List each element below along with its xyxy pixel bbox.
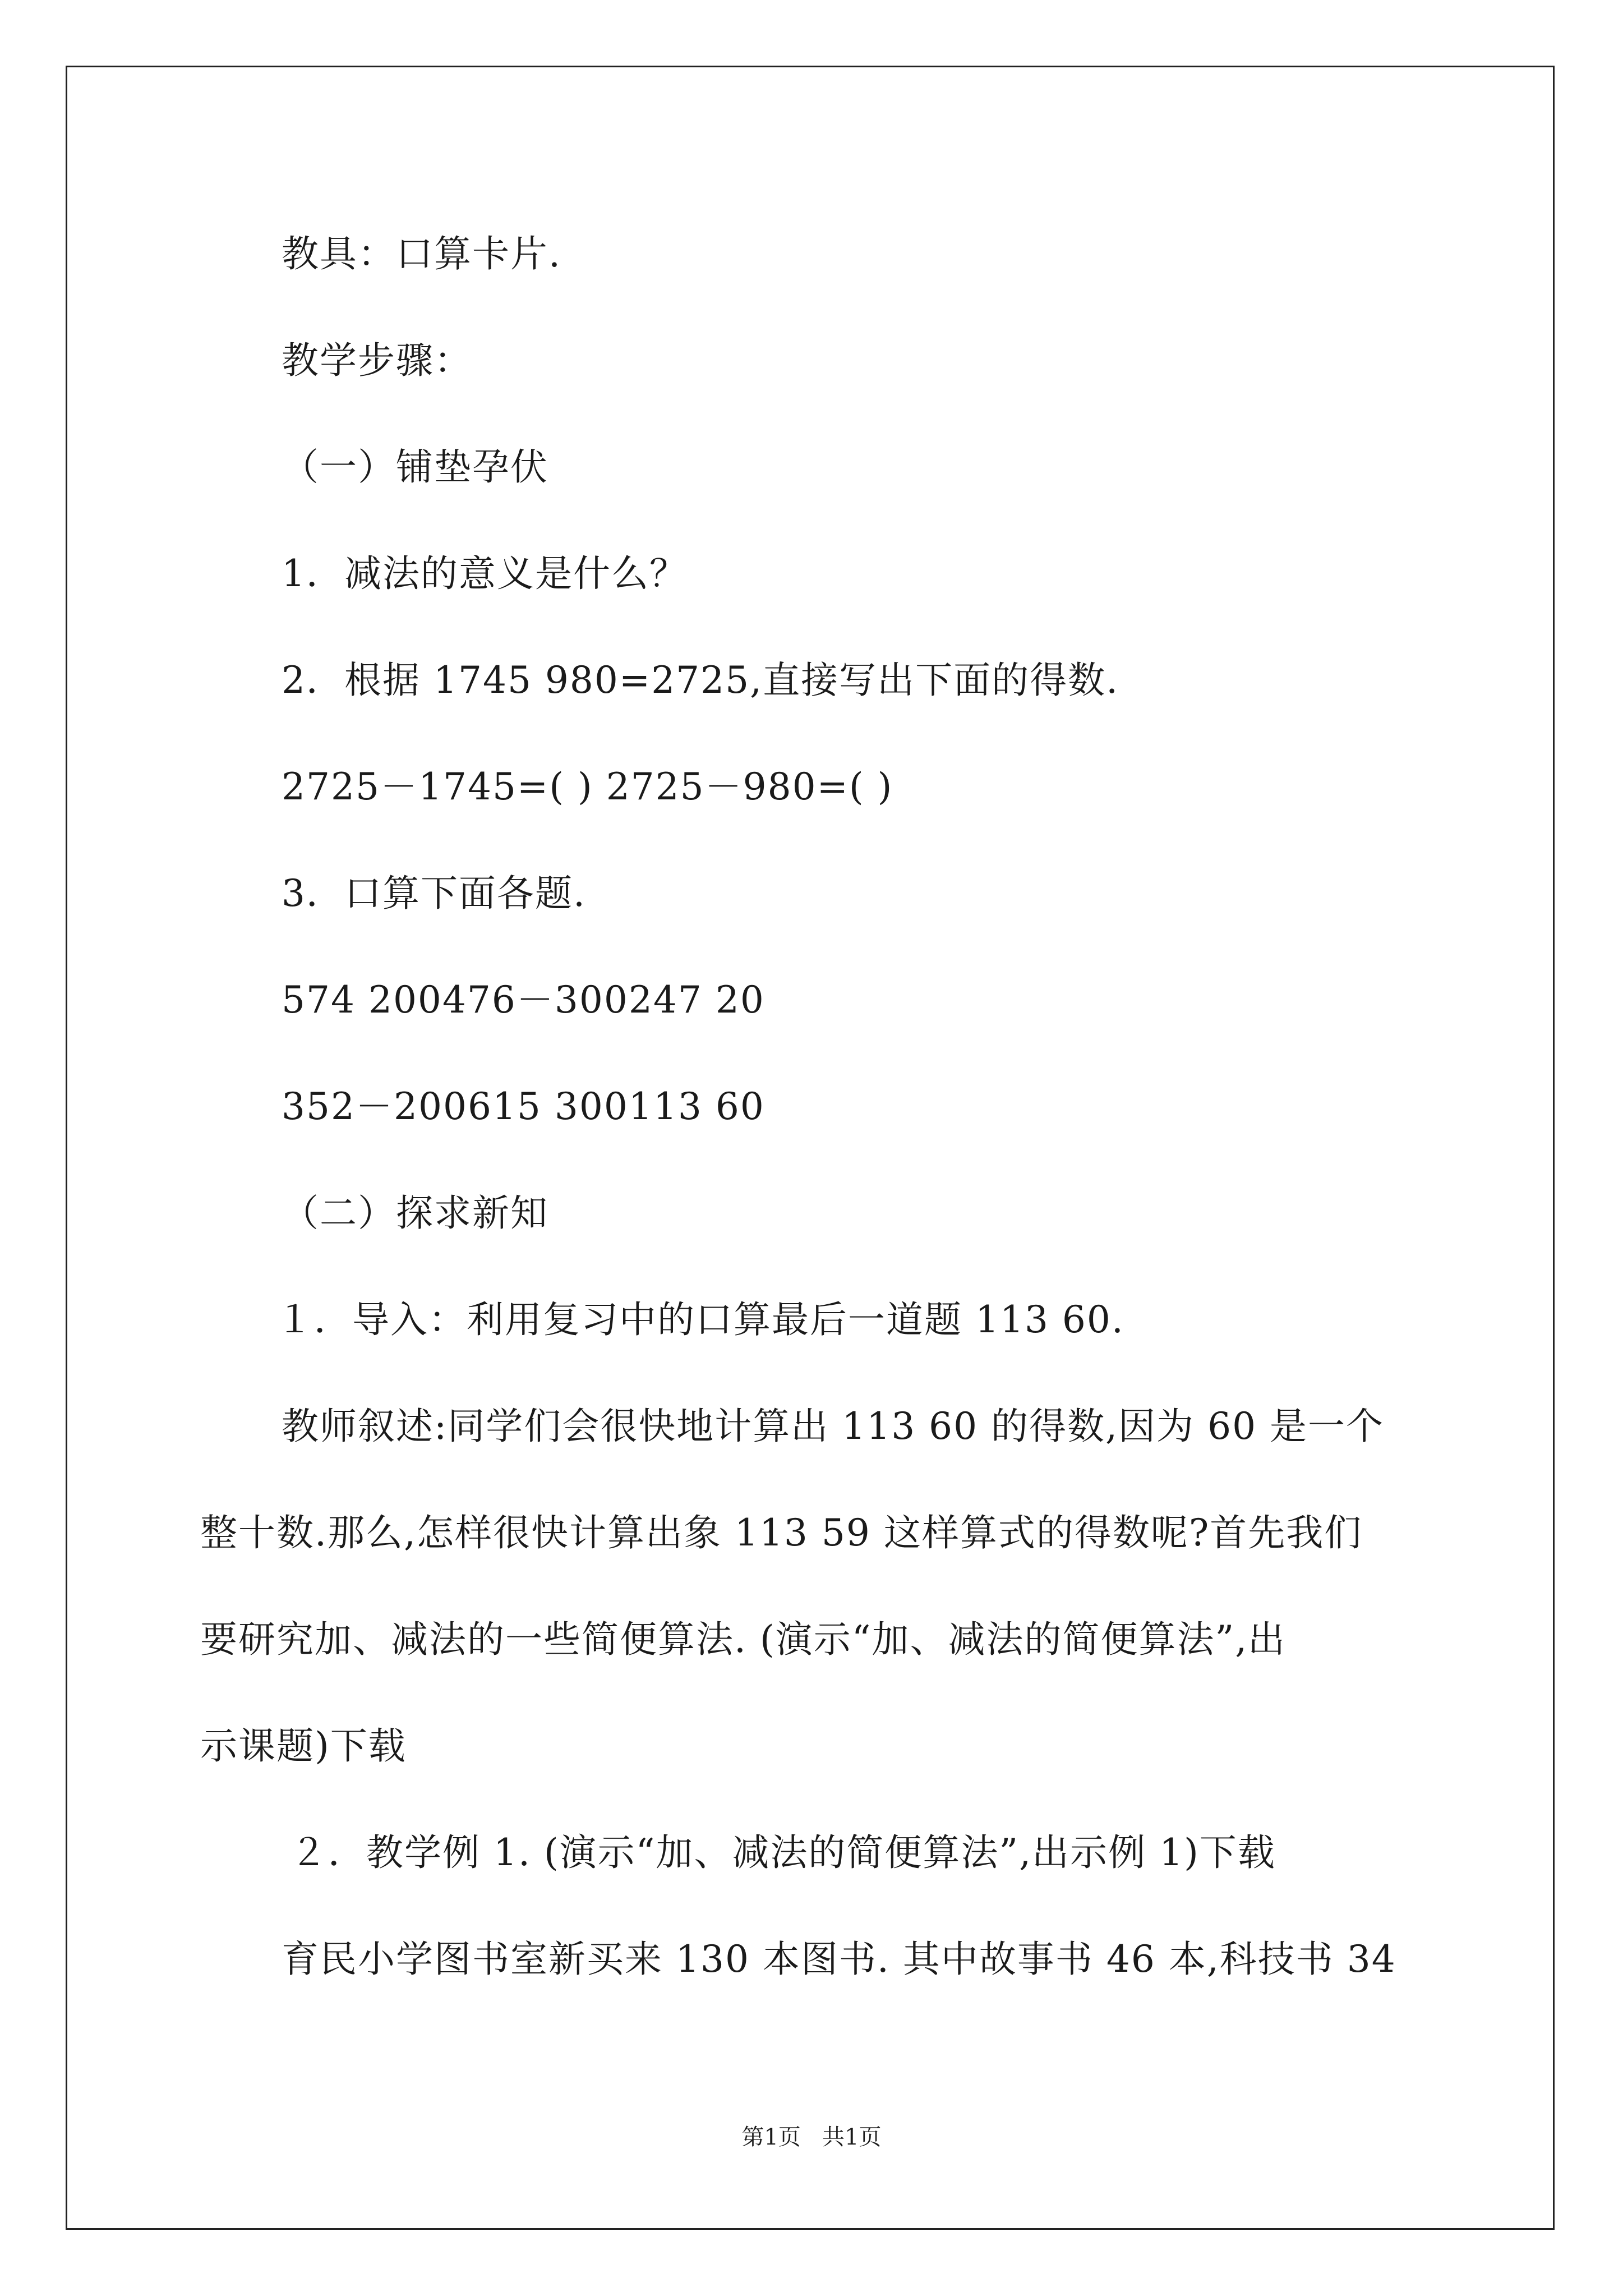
- question-2: 2．根据 1745 980=2725,直接写出下面的得数.: [282, 659, 1119, 702]
- paragraph-line-2: 整十数.那么,怎样很快计算出象 113 59 这样算式的得数呢?首先我们: [200, 1511, 1363, 1554]
- paragraph-line-3: 要研究加、减法的一些简便算法. (演示“加、减法的简便算法”,出: [200, 1618, 1287, 1661]
- question-3: 3．口算下面各题.: [282, 872, 586, 915]
- question-2-equations: 2725－1745=( ) 2725－980=( ): [282, 765, 893, 808]
- section-heading-1: （一）铺垫孕伏: [282, 445, 548, 489]
- paragraph-line-1: 教师叙述:同学们会很快地计算出 113 60 的得数,因为 60 是一个: [282, 1405, 1385, 1448]
- question-1: 1．减法的意义是什么？: [282, 552, 688, 595]
- paragraph-line-4: 示课题)下载: [200, 1724, 407, 1768]
- teaching-aids-line: 教具：口算卡片.: [282, 232, 561, 275]
- step-1-intro: １．导入：利用复习中的口算最后一道题 113 60.: [276, 1298, 1124, 1341]
- section-heading-2: （二）探求新知: [282, 1191, 548, 1235]
- oral-calc-row-1: 574 200476－300247 20: [282, 978, 765, 1022]
- oral-calc-row-2: 352－200615 300113 60: [282, 1085, 765, 1128]
- page-footer: 第1页 共1页: [741, 2124, 882, 2150]
- page-border: [66, 66, 1555, 2230]
- step-2-example: ２．教学例 1. (演示“加、减法的简便算法”,出示例 1)下载: [290, 1831, 1276, 1874]
- example-problem-line: 育民小学图书室新买来 130 本图书. 其中故事书 46 本,科技书 34: [282, 1938, 1396, 1981]
- teaching-steps-heading: 教学步骤：: [282, 339, 472, 382]
